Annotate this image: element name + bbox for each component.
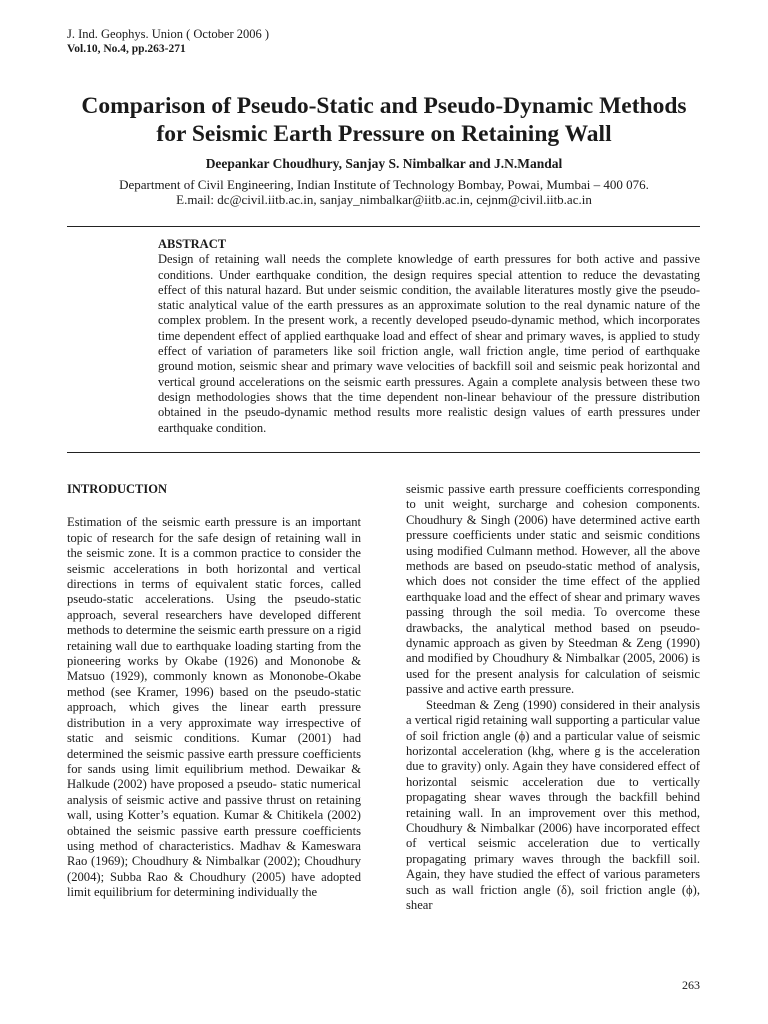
journal-citation: J. Ind. Geophys. Union ( October 2006 ) — [67, 27, 270, 41]
affiliation-email: E.mail: dc@civil.iitb.ac.in, sanjay_nimbalkar@iitb.ac.in, cejnm@civil.iitb.ac.in — [176, 192, 592, 207]
body-paragraph: Estimation of the seismic earth pressure is an important topic of research for the safe design of retaining wall in the seismic zone. It is a common practice to consider the seismic accelerations in both horizontal and vertical directions in terms of equivalent static forces, called pseudo-static accelerations. Using the pseudo-static approach, several researchers have developed different methods to determine the seismic earth pressure on a rigid retaining wall due to earthquake loading starting from the pioneering works by Okabe (1926) and Mononobe & Matsuo (1929), commonly known as Mononobe-Okabe method (see Kramer, 1996) based on the pseudo-static approach, which gives the linear earth pressure distribution in a very approximate way irrespective of static and seismic conditions. Kumar (2001) had determined the seismic passive earth pressure coefficients for sands using limit equilibrium method. Dewaikar & Halkude (2002) have proposed a pseudo- static numerical analysis of seismic active and passive thrust on retaining wall, using Kotter’s equation. Kumar & Chitikela (2002) obtained the seismic passive earth pressure coefficients using method of characteristics. Madhav & Kameswara Rao (1969); Choudhury & Nimbalkar (2002); Choudhury (2004); Subba Rao & Choudhury (2005) have adopted limit equilibrium for determining individually the — [67, 515, 361, 900]
section-heading-introduction: INTRODUCTION — [67, 482, 168, 496]
divider-bottom — [67, 452, 700, 453]
affiliation — [40, 177, 728, 207]
abstract-section — [158, 237, 700, 436]
paper-title — [40, 92, 728, 148]
page-number: 263 — [682, 978, 700, 992]
left-column — [67, 482, 361, 901]
affiliation-department: Department of Civil Engineering, Indian Institute of Technology Bombay, Powai, Mumbai – 400 076. — [119, 177, 649, 192]
divider-top — [67, 226, 700, 227]
journal-volume: Vol.10, No.4, pp.263-271 — [67, 43, 186, 55]
abstract-text: Design of retaining wall needs the complete knowledge of earth pressures for both active and passive conditions. Under earthquake condition, the design requires special attention to reduce the devastating effect of this natural hazard. But under seismic condition, the available literatures mostly give the pseudo-static analytical value of the earth pressures as an approximate solution to the real dynamic nature of the complex problem. In the present work, a recently developed pseudo-dynamic method, which incorporates time dependent effect of applied earthquake load and effect of shear and primary waves, is applied to study effect of variation of parameters like soil friction angle, wall friction angle, time period of earthquake ground motion, seismic shear and primary wave velocities of backfill soil and seismic peak horizontal and vertical ground accelerations on the seismic earth pressures. Again a complete analysis between these two design methodologies shows that the time dependent non-linear behaviour of the pressure distribution obtained in the pseudo-dynamic method results more realistic design values of earth pressures under earthquake condition. — [158, 252, 700, 435]
abstract-heading: ABSTRACT — [158, 237, 227, 251]
body-paragraph: seismic passive earth pressure coefficients corresponding to unit weight, surcharge and cohesion components. Choudhury & Singh (2006) have determined active earth pressure coefficients under static and seismic conditions using modified Culmann method. However, all the above methods are based on pseudo-static method of analysis, which does not consider the time effect of the applied earthquake load and the effect of shear and primary waves passing through the soil media. To overcome these drawbacks, the analytical method based on pseudo-dynamic approach as given by Steedman & Zeng (1990) and modified by Choudhury & Nimbalkar (2005, 2006) is used for the present analysis for calculation of seismic passive and active earth pressure. — [406, 482, 700, 697]
author-list: Deepankar Choudhury, Sanjay S. Nimbalkar and J.N.Mandal — [205, 156, 563, 171]
body-paragraph: Steedman & Zeng (1990) considered in their analysis a vertical rigid retaining wall supporting a particular value of soil friction angle (ϕ) and a particular value of seismic horizontal acceleration (khg, where g is the acceleration due to gravity) only. Again they have considered effect of horizontal seismic acceleration due to vertically propagating shear waves through the backfill behind retaining wall. In an improvement over this method, Choudhury & Nimbalkar (2006) have incorporated effect of vertical seismic acceleration due to vertically propagating primary waves through the backfill soil. Again, they have studied the effect of various parameters such as wall friction angle (δ), soil friction angle (ϕ), shear — [406, 697, 700, 912]
title-line-1: Comparison of Pseudo-Static and Pseudo-Dynamic Methods — [81, 93, 687, 119]
title-line-2: for Seismic Earth Pressure on Retaining Wall — [156, 121, 612, 147]
right-column — [406, 482, 700, 913]
journal-header — [67, 27, 269, 57]
